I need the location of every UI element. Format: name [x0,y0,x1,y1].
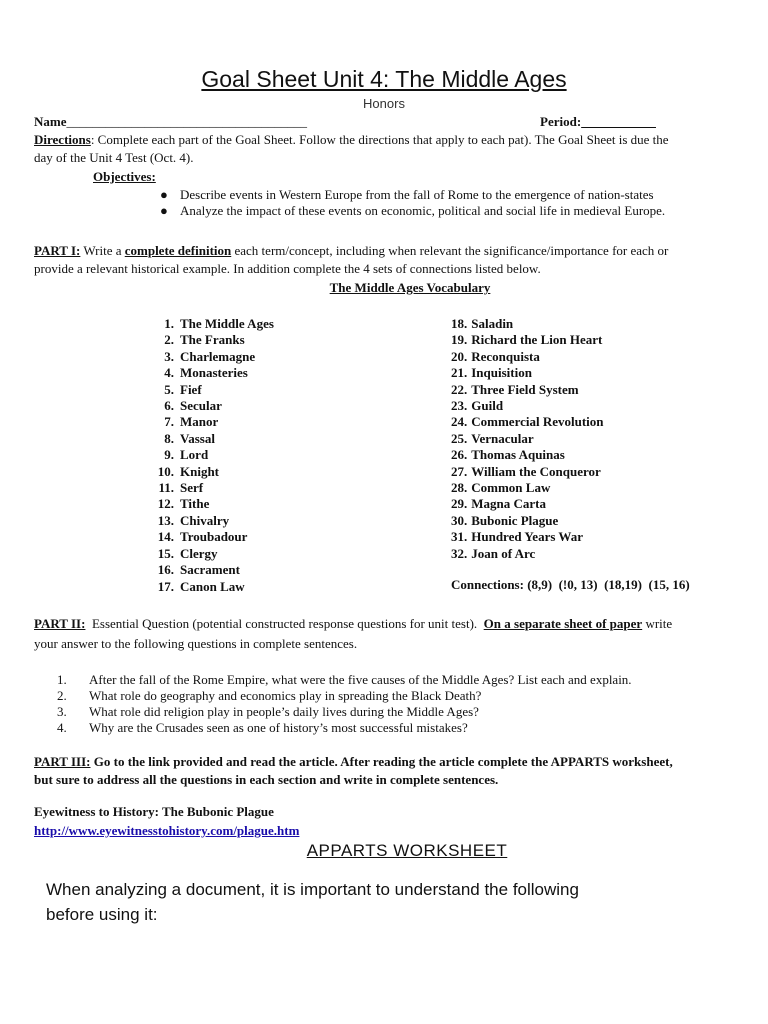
vocab-term: Chivalry [180,512,230,528]
part1-line-1: PART I: Write a complete definition each term/concept, including when relevant the significance/importance for each or [34,243,669,258]
vocab-term: Knight [180,463,220,479]
vocab-list-right [451,316,604,562]
vocab-number: 23. [451,398,468,414]
vocab-number: 16. [157,562,174,578]
vocab-number: 27. [451,463,468,479]
vocab-number: 26. [451,447,468,463]
question-number: 2. [57,688,67,703]
vocab-term: Joan of Arc [471,545,536,561]
vocab-number: 15. [157,545,174,561]
vocab-number: 9. [164,447,174,463]
name-blank: _____________________________________ [66,114,307,129]
vocab-item [451,464,604,480]
vocab-term: The Middle Ages [180,316,274,331]
bullet-icon: ● [160,187,168,202]
question-item [57,688,632,704]
vocab-number: 3. [164,348,174,364]
vocab-item [451,431,604,447]
vocab-term: Common Law [471,480,551,496]
vocab-item [451,382,604,398]
vocab-term: Richard the Lion Heart [471,332,603,348]
question-text: After the fall of the Rome Empire, what were the five causes of the Middle Ages? List each and explain. [89,672,632,687]
vocab-number: 11. [158,480,174,496]
vocab-term: Vassal [180,430,215,446]
vocab-item [451,398,604,414]
vocab-number: 5. [164,381,174,397]
vocab-term: William the Conqueror [471,463,601,479]
part2-line-2: your answer to the following questions in complete sentences. [34,636,358,651]
vocab-term: Reconquista [471,348,540,364]
vocab-item [150,546,274,562]
question-text: What role did religion play in people’s daily lives during the Middle Ages? [89,704,479,719]
question-item [57,720,632,736]
vocab-number: 30. [451,512,468,528]
vocab-item [150,447,274,463]
part3-label: PART III: [34,754,91,769]
vocab-term: Magna Carta [471,496,546,512]
vocab-number: 18. [451,316,468,331]
question-number: 3. [57,704,67,719]
vocab-term: Secular [180,398,222,414]
vocab-number: 21. [451,365,468,381]
question-item [57,672,632,688]
name-label: Name [34,114,67,129]
directions-label: Directions [34,132,91,147]
vocab-item [150,316,274,332]
question-text: What role do geography and economics play in spreading the Black Death? [89,688,482,703]
vocab-item [451,480,604,496]
part1-line-2: provide a relevant historical example. In addition complete the 4 sets of connections listed below. [34,261,541,276]
vocab-item [451,447,604,463]
vocab-number: 20. [451,348,468,364]
vocab-item [150,513,274,529]
vocab-item [150,529,274,545]
vocab-item [150,464,274,480]
vocab-item [150,496,274,512]
part3-line-1: PART III: Go to the link provided and read the article. After reading the article complete the APPARTS worksheet, [34,754,673,769]
vocab-number: 12. [157,496,174,512]
connections: Connections: (8,9) (!0, 13) (18,19) (15, 16) [451,577,690,592]
vocab-item [150,398,274,414]
vocab-item [451,529,604,545]
name-line [34,113,307,130]
vocab-term: Lord [180,447,209,463]
vocab-number: 4. [164,365,174,381]
vocab-term: Hundred Years War [471,529,583,545]
vocab-number: 8. [164,430,174,446]
objective-item: ● Describe events in Western Europe from the fall of Rome to the emergence of nation-states [160,187,654,202]
vocab-item [451,496,604,512]
vocab-item [150,562,274,578]
vocab-item [150,414,274,430]
vocab-term: Manor [180,414,219,430]
vocab-item [451,513,604,529]
vocab-item [150,382,274,398]
page-title: Goal Sheet Unit 4: The Middle Ages [201,66,567,92]
period-label: Period: [540,114,582,129]
vocab-number: 10. [157,463,174,479]
objectives-label: Objectives: [93,169,156,184]
vocab-term: The Franks [180,332,245,348]
page-subtitle: Honors [363,96,405,111]
vocab-item [451,349,604,365]
vocab-number: 6. [164,398,174,414]
vocab-number: 1. [164,316,174,331]
article-link[interactable]: http://www.eyewitnesstohistory.com/plague.htm [34,823,300,838]
vocab-number: 25. [451,430,468,446]
period-blank: ___________ [581,114,656,129]
vocab-title: The Middle Ages Vocabulary [329,280,491,295]
bullet-icon: ● [160,203,168,218]
vocab-number: 17. [157,578,174,594]
vocab-number: 14. [157,529,174,545]
vocab-item [451,365,604,381]
question-number: 4. [57,720,67,735]
vocab-term: Commercial Revolution [471,414,604,430]
vocab-number: 2. [164,332,174,348]
vocab-number: 7. [164,414,174,430]
part1-label: PART I: [34,243,81,258]
vocab-term: Serf [180,480,204,496]
question-item [57,704,632,720]
vocab-term: Tithe [180,496,210,512]
vocab-term: Monasteries [180,365,248,381]
question-number: 1. [57,672,67,687]
vocab-item [451,316,604,332]
part2-emphasis: On a separate sheet of paper [483,616,643,631]
vocab-number: 31. [451,529,468,545]
objective-item: ● Analyze the impact of these events on economic, political and social life in medieval Europe. [160,203,666,218]
vocab-term: Fief [180,381,202,397]
vocab-term: Three Field System [471,381,579,397]
objectives-list [160,187,665,219]
question-list [57,672,632,736]
vocab-term: Sacrament [180,562,240,578]
vocab-item [150,349,274,365]
period-line [540,113,656,130]
vocab-number: 19. [451,332,468,348]
vocab-item [451,332,604,348]
apparts-title: APPARTS WORKSHEET [306,841,508,860]
directions-line-2: day of the Unit 4 Test (Oct. 4). [34,150,194,165]
vocab-term: Saladin [471,316,514,331]
vocab-number: 32. [451,545,468,561]
vocab-term: Thomas Aquinas [471,447,565,463]
part3-line-2: but sure to address all the questions in each section and write in complete sentences. [34,772,499,787]
vocab-item [150,365,274,381]
part2-line-1: PART II: Essential Question (potential constructed response questions for unit test). On a separate sheet of paper write [34,616,673,631]
directions-line-1 [34,131,734,148]
vocab-item [451,414,604,430]
vocab-item [150,480,274,496]
apparts-intro: When analyzing a document, it is important to understand the following before using it: [46,880,579,924]
question-text: Why are the Crusades seen as one of history’s most successful mistakes? [89,720,468,735]
vocab-item [150,431,274,447]
vocab-number: 24. [451,414,468,430]
vocab-term: Charlemagne [180,348,256,364]
vocab-term: Canon Law [180,578,245,594]
vocab-term: Clergy [180,545,218,561]
source-title: Eyewitness to History: The Bubonic Plague [34,804,274,819]
vocab-number: 22. [451,381,468,397]
vocab-number: 13. [157,512,174,528]
vocab-item [150,579,274,595]
vocab-item [150,332,274,348]
vocab-item [451,546,604,562]
vocab-term: Troubadour [180,529,248,545]
vocab-term: Inquisition [471,365,532,381]
vocab-number: 29. [451,496,468,512]
part2-label: PART II: [34,616,86,631]
vocab-term: Vernacular [471,430,534,446]
part1-emphasis: complete definition [124,243,232,258]
directions-text-1: : Complete each part of the Goal Sheet. Follow the directions that apply to each pat). The Goal Sheet is due the [90,132,669,147]
vocab-number: 28. [451,480,468,496]
vocab-term: Guild [471,398,504,414]
vocab-list-left [150,316,274,595]
vocab-term: Bubonic Plague [471,512,559,528]
